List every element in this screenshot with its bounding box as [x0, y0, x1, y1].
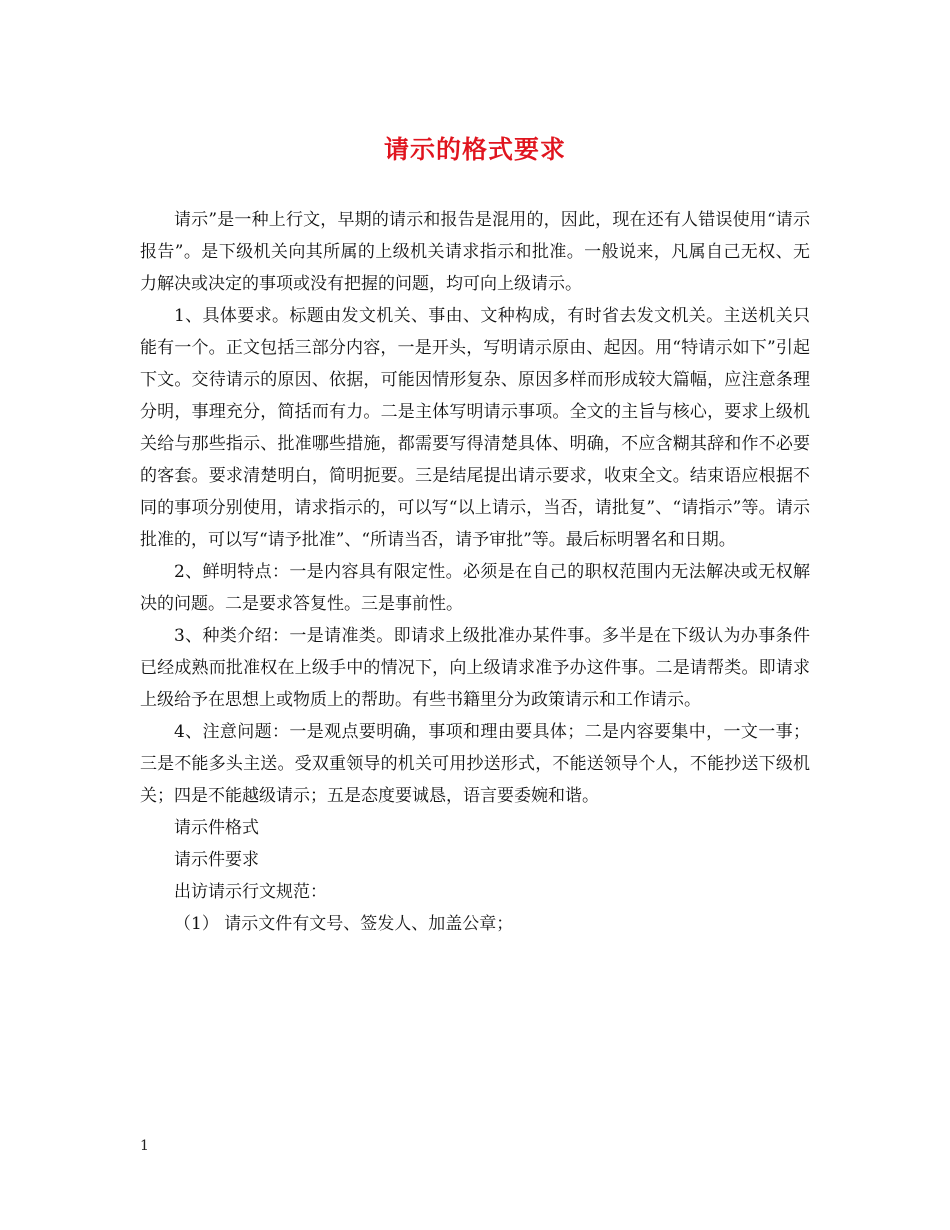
line-format: 请示件格式	[174, 818, 259, 838]
document-title: 请示的格式要求	[383, 135, 566, 164]
line-requirements: 请示件要求	[174, 850, 259, 870]
line-visit-norms: 出访请示行文规范：	[174, 882, 327, 902]
paragraph-intro: 请示”是一种上行文，早期的请示和报告是混用的，因此，现在还有人错误使用“请示报告”。是下级机关向其所属的上级机关请求指示和批准。一般说来，凡属自己无权、无力解决或决定的事项或没有把握的问题，均可向上级请示。	[140, 210, 810, 294]
paragraph-features: 2、鲜明特点：一是内容具有限定性。必须是在自己的职权范围内无法解决或无权解决的问题。二是要求答复性。三是事前性。	[140, 562, 810, 614]
document-body	[140, 204, 810, 940]
page-number: 1	[140, 1138, 149, 1154]
list-item-1: （1） 请示文件有文号、签发人、加盖公章；	[174, 914, 514, 934]
paragraph-notes: 4、注意问题：一是观点要明确，事项和理由要具体；二是内容要集中，一文一事；三是不能多头主送。受双重领导的机关可用抄送形式，不能送领导个人，不能抄送下级机关；四是不能越级请示；五是态度要诚恳，语言要委婉和谐。	[140, 722, 810, 806]
paragraph-types: 3、种类介绍：一是请准类。即请求上级批准办某件事。多半是在下级认为办事条件已经成熟而批准权在上级手中的情况下，向上级请求准予办这件事。二是请帮类。即请求上级给予在思想上或物质上的帮助。有些书籍里分为政策请示和工作请示。	[140, 626, 810, 710]
paragraph-requirements: 1、具体要求。标题由发文机关、事由、文种构成，有时省去发文机关。主送机关只能有一个。正文包括三部分内容，一是开头，写明请示原由、起因。用“特请示如下”引起下文。交待请示的原因、依据，可能因情形复杂、原因多样而形成较大篇幅，应注意条理分明，事理充分，简括而有力。二是主体写明请示事项。全文的主旨与核心，要求上级机关给与那些指示、批准哪些措施，都需要写得清楚具体、明确，不应含糊其辞和作不必要的客套。要求清楚明白，简明扼要。三是结尾提出请示要求，收束全文。结束语应根据不同的事项分别使用，请求指示的，可以写“以上请示，当否，请批复”、“请指示”等。请示批准的，可以写“请予批准”、“所请当否，请予审批”等。最后标明署名和日期。	[140, 306, 810, 550]
